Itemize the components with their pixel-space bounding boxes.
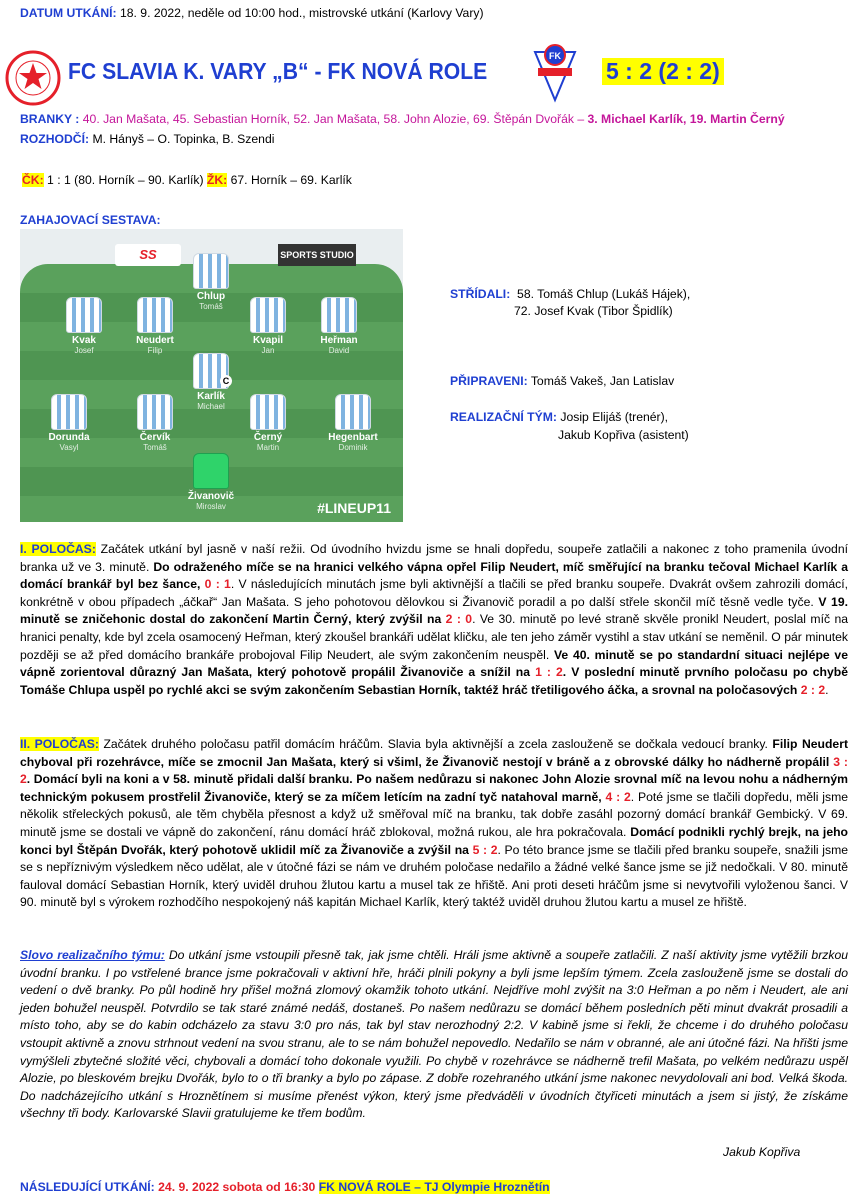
player-first-name: Tomáš: [199, 302, 223, 311]
yellow-cards-text: 67. Horník – 69. Karlík: [227, 173, 352, 187]
subs-line-1: [450, 287, 690, 301]
text: .: [825, 682, 829, 697]
player-first-name: Josef: [74, 346, 94, 355]
score: 4 : 2: [605, 789, 631, 804]
text: Začátek druhého poločasu patřil domácím hráčům. Slavia byla aktivnější a zcela zaslouženě se dočkala vedoucí branky.: [98, 737, 773, 751]
jersey-icon: [250, 297, 286, 333]
next-match-date: 24. 9. 2022 sobota od 16:30: [154, 1180, 319, 1194]
player-kvapil: [233, 297, 303, 355]
player-name: Heřman: [320, 335, 358, 346]
score: 3 : 2: [20, 754, 848, 787]
goals-away: 3. Michael Karlík, 19. Martin Černý: [587, 112, 785, 126]
next-match-label: NÁSLEDUJÍCÍ UTKÁNÍ:: [20, 1180, 155, 1194]
player-first-name: Jan: [261, 346, 275, 355]
jersey-icon: [321, 297, 357, 333]
text: Do odraženého míče se na hranici velkého vápna opřel Filip Neudert, míč směřující na branku tečoval Michael Karlík a domácí brankář byl bez šance,: [20, 559, 848, 592]
date-text: 18. 9. 2022, neděle od 10:00 hod., mistrovské utkání (Karlovy Vary): [116, 6, 484, 20]
text: . V následujících minutách jsme byli aktivnější a tlačili se před branku soupeře. Dvakrát ovšem zahrozili domácí, konkrétně v obou případech „áčkař“ Jan Mašata. S jeho pohotovou dělovkou si Živanovič poradil a po další střele skončil míč těsně vedle tyče.: [20, 577, 849, 609]
jersey-icon: [66, 297, 102, 333]
jersey-icon: [51, 394, 87, 430]
player-first-name: Dominik: [338, 443, 368, 452]
player-name: Hegenbart: [328, 432, 378, 443]
comment-label: Slovo realizačního týmu:: [20, 948, 165, 962]
player-kvak: [49, 297, 119, 355]
svg-text:FK: FK: [549, 51, 561, 61]
player-first-name: Michael: [197, 402, 225, 411]
prepared-label: PŘIPRAVENI:: [450, 374, 528, 388]
player-zivanovic: [176, 453, 246, 511]
red-cards-text: 1 : 1 (80. Horník – 90. Karlík): [43, 173, 207, 187]
goals-line: [20, 112, 785, 126]
lineup-graphic: [20, 229, 403, 522]
text: . Domácí byli na koni a v 58. minutě přidali další branku. Po našem nedůrazu si nakonec John Alozie srovnal míč na levou nohu a nádherným technickým pokusem prostřelil Živanoviče, který se za míčem letícím na zadní tyč natahoval marně,: [20, 772, 848, 804]
text: Domácí podnikli rychlý brejk, na jeho konci byl Štěpán Dvořák, který pohotově uklidil míč za Živanoviče a zvýšil na: [20, 824, 848, 857]
jersey-icon: [250, 394, 286, 430]
subs-label: STŘÍDALI:: [450, 287, 511, 301]
comment-text: Do utkání jsme vstoupili přesně tak, jak jsme chtěli. Hráli jsme aktivně a soupeře zatlačili. Z naší aktivity jsme vytěžili brzkou úvodní branku. I po vstřelené brance jsme pokračovali v aktivní hře, hráči plnili pokyny a byli jsme lepším týmem. Zcela zaslouženě jsme se dostali do vedení o dvě branky. Po půl hodině hry přišel možná zlomový okamžik tohoto utkání. Nejdříve mohl zvýšit na 3:0 Heřman a po něm i Neudert, ale ani jeden bohužel neuspěl. Potvrdilo se tak staré známé nedáš, dostaneš. Po našem nedůrazu se domácí během posledních pěti minut dvakrát prosadili a místo toho, aby se do kabin odcházelo za stavu 3:0 pro nás, tak byl stav nerozhodný 2:2. V kabině jsme si řekli, že chceme i do druhého poločasu vstoupit aktivně a znovu strhnout vedení na svou stranu, ale to se nám bohužel nepovedlo. Nedařilo se nám v obranné, ale ani útočné fázi. Na hřišti jsme vymýšleli zbytečné složité věci, chybovali a domácí toho dokonale využili. Po chybě v rozehrávce se nádherně trefil Mašata, po velkém nedůrazu uspěl Alozie, po bleskovém brejku Dvořák, bylo to o tři branky a bylo po zápase. Z dobře rozehraného utkání jsme nakonec nevydolovali ani bod. Velká škoda. Do nadcházejícího utkání s Hroznětínem si musíme přenést výkon, který jsme předváděli v úvodních čtyřiceti minutách a jsem si jistý, že získáme všechny tři body. Karlovarské Slavii gratulujeme ke třem bodům.: [20, 948, 848, 1121]
jersey-icon: [137, 297, 173, 333]
player-name: Černý: [253, 432, 283, 443]
staff-2: Jakub Kopřiva (asistent): [558, 428, 689, 442]
player-hegenbart: [318, 394, 388, 452]
signature: Jakub Kopřiva: [723, 1145, 801, 1159]
referees-label: ROZHODČÍ:: [20, 132, 90, 146]
text: Ve 40. minutě se po standardní situaci nejlépe ve vápně zorientoval důrazný Jan Mašata, který pohotově propálil Živanoviče a snížil na: [20, 647, 848, 680]
player-cervik: [120, 394, 190, 452]
text: . Poté jsme se tlačili dopředu, měli jsme několik střeleckých pokusů, ale těm chyběla přesnost a když už směřoval míč na branku, tak dobře zasáhl pozorný domácí brankář Gembický. V 69. minutě jsme se dostali ve vápně do zakončení, ránu domácí hráč zblokoval, možná rukou, ale hra pokračovala.: [20, 789, 848, 839]
subs-1: 58. Tomáš Chlup (Lukáš Hájek),: [517, 287, 691, 301]
second-half-report: [20, 736, 848, 912]
sponsor-sports-studio: SPORTS STUDIO: [278, 244, 356, 266]
player-herman: [304, 297, 374, 355]
prepared-line: [450, 374, 674, 388]
text: V 19. minutě se zničehonic dostal do zakončení Martin Černý, který zvýšil na: [20, 594, 848, 627]
player-name: Živanovič: [187, 491, 235, 502]
text: . V poslední minutě prvního poločasu po chybě Tomáše Chlupa uspěl po rychlé akci se svým zakončením Sebastian Horník, taktéž hráč třetiligového áčka, a srovnal na poločasových: [20, 665, 848, 697]
staff-label: REALIZAČNÍ TÝM:: [450, 410, 557, 424]
player-name: Neudert: [136, 335, 174, 346]
player-name: Kvak: [72, 335, 96, 346]
staff-comment: [20, 947, 848, 1123]
red-cards-label: ČK:: [22, 173, 44, 187]
date-label: DATUM UTKÁNÍ:: [20, 6, 117, 20]
second-half-label: II. POLOČAS:: [20, 737, 99, 751]
staff-line-1: [450, 410, 668, 424]
player-name: Červík: [139, 432, 171, 443]
player-first-name: Vasyl: [59, 443, 79, 452]
score: 1 : 2: [535, 665, 563, 680]
player-dorunda: [34, 394, 104, 452]
slavia-logo: [5, 50, 61, 106]
lineup-tag: #LINEUP11: [317, 500, 391, 516]
player-first-name: Filip: [147, 346, 163, 355]
cards-line: [22, 173, 352, 187]
text: . Po této brance jsme se tlačili před branku soupeře, snažili jsme se s nepříznivým výsledkem něco udělat, ale v útočné fázi se nám ve druhém poločase nedařilo a žádné velké šance jsme se již nedočkali. V 80. minutě fauloval domácí Sebastian Horník, který uviděl druhou žlutou kartu a musel tak ze hřiště. Ani proti deseti hráčům jsme si nevytvořili vyloženou šanci. V 90. minutě byl s výrokem rozhodčího nespokojený náš kapitán Michael Karlík, který taktéž uviděl druhou žlutou kartu a musel ze hřiště.: [20, 842, 849, 910]
player-first-name: David: [328, 346, 350, 355]
player-name: Karlík: [197, 391, 225, 402]
jersey-icon: [137, 394, 173, 430]
player-neudert: [120, 297, 190, 355]
first-half-report: [20, 541, 848, 699]
next-match-line: [20, 1180, 550, 1194]
text: Začátek utkání byl jasně v naší režii. Od úvodního hvizdu jsme se hnali dopředu, soupeře zatlačili a nakonec z toho pramenila úvodní branka už ve 3. minutě.: [20, 542, 848, 574]
player-first-name: Tomáš: [143, 443, 167, 452]
next-match-teams: FK NOVÁ ROLE – TJ Olympie Hroznětín: [318, 1180, 550, 1194]
match-date-line: [20, 6, 484, 20]
jersey-icon: [193, 253, 229, 289]
text: Filip Neudert chyboval při rozehrávce, míče se zmocnil Jan Mašata, který si všiml, že Živanovič nestojí v bráně a z obrovské dálky ho nádherně propálil: [20, 737, 848, 769]
goalkeeper-jersey-icon: [193, 453, 229, 489]
lineup-label: ZAHAJOVACÍ SESTAVA:: [20, 213, 161, 227]
first-half-label: I. POLOČAS:: [20, 542, 96, 556]
score: 5 : 2: [472, 842, 498, 857]
yellow-cards-label: ŽK:: [206, 173, 228, 187]
sponsor-logo: SS: [115, 244, 181, 266]
score: 2 : 0: [445, 612, 473, 627]
referees-line: [20, 132, 274, 146]
player-cerny: [233, 394, 303, 452]
prepared-text: Tomáš Vakeš, Jan Latislav: [527, 374, 675, 388]
goals-home: 40. Jan Mašata, 45. Sebastian Horník, 52. Jan Mašata, 58. John Alozie, 69. Štěpán Dvořák –: [79, 112, 588, 126]
player-first-name: Martin: [256, 443, 280, 452]
referees-text: M. Hányš – O. Topinka, B. Szendi: [89, 132, 275, 146]
text: . Ve 30. minutě po levé straně skvěle pronikl Neudert, poslal míč na hranici penalty, kde byl zcela osamocený Heřman, který zkoušel brankáři udělat kličku, ale ten jeho záměr vystihl a stav utkání se neměnil. O pár minutek později se až před domácího brankáře probojoval Filip Neudert, ale svým zakončením neuspěl.: [20, 612, 848, 662]
subs-2: 72. Josef Kvak (Tibor Špidlík): [514, 304, 673, 318]
score: 2 : 2: [800, 682, 826, 697]
player-name: Kvapil: [252, 335, 283, 346]
player-first-name: Miroslav: [196, 502, 226, 511]
match-title: FC SLAVIA K. VARY „B“ - FK NOVÁ ROLE: [68, 58, 488, 84]
jersey-icon: [335, 394, 371, 430]
match-score: 5 : 2 (2 : 2): [602, 58, 724, 85]
staff-1: Josip Elijáš (trenér),: [556, 410, 669, 424]
captain-icon: C: [220, 375, 232, 387]
nova-role-logo: [530, 42, 580, 104]
score: 0 : 1: [204, 577, 231, 592]
player-name: Chlup: [196, 291, 226, 302]
player-name: Dorunda: [48, 432, 90, 443]
goals-label: BRANKY :: [20, 112, 80, 126]
